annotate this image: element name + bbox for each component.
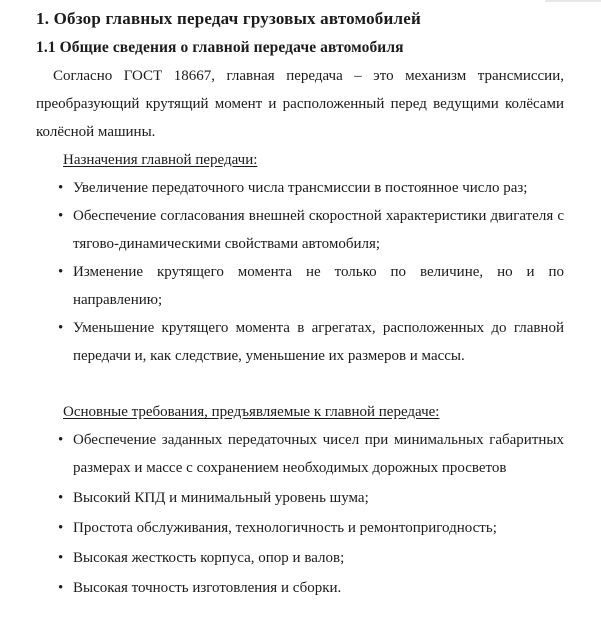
list-item [36,314,564,370]
bullet-icon: • [58,208,64,224]
requirements-list [36,426,564,602]
bullet-icon: • [58,432,64,448]
list-item [36,574,564,602]
bullet-icon: • [58,550,64,566]
list-item-text: Обеспечение согласования внешней скоростной характеристики двигателя с тягово-динамическими свойствами автомобиля; [73,208,564,252]
list-item [36,484,564,512]
list-item-text: Изменение крутящего момента не только по величине, но и по направлению; [73,264,564,308]
list-item [36,514,564,542]
bullet-icon: • [58,520,64,536]
list-item [36,202,564,258]
list-item [36,426,564,482]
list-item-text: Увеличение передаточного числа трансмиссии в постоянное число раз; [73,180,528,196]
page-edge-artifact [545,0,601,2]
requirements-list-title: Основные требования, предъявляемые к главной передаче: [63,404,440,420]
chapter-heading: 1. Обзор главных передач грузовых автомобилей [36,9,421,28]
purpose-list-title: Назначения главной передачи: [63,152,258,168]
list-item-text: Высокая точность изготовления и сборки. [73,580,342,596]
list-item-text: Высокая жесткость корпуса, опор и валов; [73,550,345,566]
list-item-text: Простота обслуживания, технологичность и ремонтопригодность; [73,520,497,536]
bullet-icon: • [58,490,64,506]
bullet-icon: • [58,580,64,596]
bullet-icon: • [58,264,64,280]
section-heading: 1.1 Общие сведения о главной передаче автомобиля [36,39,404,56]
purpose-list [36,174,564,370]
list-item-text: Высокий КПД и минимальный уровень шума; [73,490,369,506]
bullet-icon: • [58,180,64,196]
bullet-icon: • [58,320,64,336]
list-item [36,544,564,572]
list-item [36,258,564,314]
list-item [36,174,564,202]
list-item-text: Уменьшение крутящего момента в агрегатах, расположенных до главной передачи и, как следствие, уменьшение их размеров и массы. [73,320,564,364]
intro-paragraph: Согласно ГОСТ 18667, главная передача – это механизм трансмиссии, преобразующий крутящий момент и расположенный перед ведущими колёсами колёсной машины. [36,68,564,140]
list-item-text: Обеспечение заданных передаточных чисел при минимальных габаритных размерах и массе с сохранением необходимых дорожных просветов [73,432,564,476]
